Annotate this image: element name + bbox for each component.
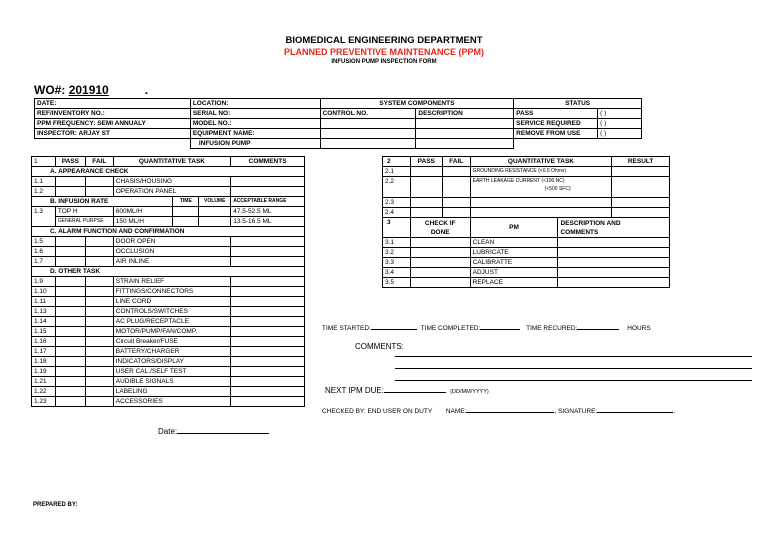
- result-cell[interactable]: [612, 167, 670, 177]
- comment-cell[interactable]: [231, 317, 305, 327]
- time-cell[interactable]: [173, 217, 199, 227]
- next-ipm-line[interactable]: [384, 384, 446, 393]
- fail-cell[interactable]: [442, 208, 470, 218]
- col-fail-2: FAIL: [442, 157, 470, 167]
- pass-cell[interactable]: [410, 198, 442, 208]
- table-row: [383, 248, 670, 258]
- signature-label: , SIGNATURE:: [554, 408, 598, 415]
- signature-line[interactable]: [597, 405, 676, 415]
- col-task-2: QUANTITATIVE TASK: [470, 157, 612, 167]
- check-cell[interactable]: [410, 268, 470, 278]
- model-cell[interactable]: MODEL NO.:: [190, 119, 320, 129]
- fail-cell[interactable]: [85, 317, 113, 327]
- fail-cell[interactable]: [442, 198, 470, 208]
- inspector-cell: INSPECTOR: ARJAY ST: [35, 129, 191, 139]
- col-task: QUANTITATIVE TASK: [113, 157, 230, 167]
- row-no: 2.3: [383, 198, 411, 208]
- date-label: Date:: [158, 427, 178, 436]
- comment-cell[interactable]: [231, 307, 305, 317]
- table-row: [383, 238, 670, 248]
- control-no-value-3[interactable]: [320, 139, 416, 149]
- pass-cell[interactable]: [55, 257, 85, 267]
- comment-cell[interactable]: [231, 327, 305, 337]
- description-header: DESCRIPTION: [416, 109, 514, 119]
- table-row: [32, 367, 305, 377]
- comments-line-1[interactable]: [395, 356, 752, 357]
- checked-by-row: [322, 405, 675, 415]
- comment-cell[interactable]: [231, 377, 305, 387]
- status-service: SERVICE REQUIRED: [514, 119, 598, 129]
- table-row: [383, 258, 670, 268]
- pm-comment-cell[interactable]: [558, 238, 670, 248]
- wo-label: WO#:: [34, 83, 66, 97]
- ref-cell[interactable]: REF/INVENTORY NO.:: [35, 109, 191, 119]
- row-no: 1.21: [32, 377, 56, 387]
- fail-cell[interactable]: [85, 247, 113, 257]
- row-no: 1.18: [32, 357, 56, 367]
- table-row: [32, 297, 305, 307]
- volume-cell[interactable]: [199, 217, 231, 227]
- comments-line-3[interactable]: [395, 380, 752, 381]
- next-ipm-label: NEXT IPM DUE:: [325, 386, 384, 395]
- row-no: 1.11: [32, 297, 56, 307]
- row-no: 1.16: [32, 337, 56, 347]
- pass-cell[interactable]: [55, 297, 85, 307]
- table-row: [32, 377, 305, 387]
- pass-cell[interactable]: [410, 177, 442, 198]
- time-cell[interactable]: [173, 207, 199, 217]
- task-label: STRAIN RELIEF: [113, 277, 230, 287]
- table-row: [383, 278, 670, 288]
- comment-cell[interactable]: [231, 247, 305, 257]
- status-header: STATUS: [514, 99, 642, 109]
- equipment-cell: EQUIPMENT NAME:: [190, 129, 320, 139]
- pass-cell[interactable]: [55, 237, 85, 247]
- result-cell[interactable]: [612, 208, 670, 218]
- name-line[interactable]: [466, 405, 554, 413]
- checked-by-label: CHECKED BY: END USER ON DUTY: [322, 408, 433, 415]
- pass-cell[interactable]: [55, 337, 85, 347]
- work-order: [34, 83, 148, 97]
- comment-cell[interactable]: [231, 237, 305, 247]
- task-label: OCCLUSION: [113, 247, 230, 257]
- col-no-2: 2: [383, 157, 411, 167]
- pass-cell[interactable]: [55, 277, 85, 287]
- pm-comment-cell[interactable]: [558, 248, 670, 258]
- comment-cell[interactable]: [231, 177, 305, 187]
- serial-cell[interactable]: SERIAL NO:: [190, 109, 320, 119]
- description-value[interactable]: [416, 119, 514, 129]
- pass-cell[interactable]: [55, 377, 85, 387]
- comment-cell[interactable]: [231, 387, 305, 397]
- date-field[interactable]: [158, 425, 269, 436]
- pass-cell[interactable]: [55, 187, 85, 197]
- range-2: 13.5-16.5 ML: [231, 217, 305, 227]
- next-ipm-row: [325, 384, 489, 395]
- col-result: RESULT: [612, 157, 670, 167]
- status-pass-check[interactable]: ( ): [598, 109, 642, 119]
- comment-cell[interactable]: [231, 277, 305, 287]
- date-line: [177, 425, 269, 434]
- table-row: [32, 347, 305, 357]
- acceptable-range-header: ACCEPTABLE RANGE: [231, 197, 305, 207]
- col-pass: PASS: [55, 157, 85, 167]
- comment-cell[interactable]: [231, 367, 305, 377]
- status-pass: PASS: [514, 109, 598, 119]
- table-row: [32, 357, 305, 367]
- check-cell[interactable]: [410, 258, 470, 268]
- freq-cell: PPM FREQUENCY: SEMI ANNUALY: [35, 119, 191, 129]
- pass-cell[interactable]: [55, 367, 85, 377]
- fail-cell[interactable]: [85, 297, 113, 307]
- fail-cell[interactable]: [85, 357, 113, 367]
- control-no-value-2[interactable]: [320, 129, 416, 139]
- pass-cell[interactable]: [55, 327, 85, 337]
- task-label: MOTOR/PUMP/FAN/COMP.: [113, 327, 230, 337]
- row-no: 1.6: [32, 247, 56, 257]
- task-label: ACCESSORIES: [113, 397, 230, 407]
- pass-cell[interactable]: [55, 177, 85, 187]
- task-grounding: GROUNDING RESISTANCE (<0.5 Ohms): [470, 167, 612, 177]
- row-no: 3.5: [383, 278, 411, 288]
- col-no-3: 3: [383, 218, 411, 238]
- row-no: 3.4: [383, 268, 411, 278]
- fail-cell[interactable]: [85, 307, 113, 317]
- table-row: [32, 387, 305, 397]
- comment-cell[interactable]: [231, 257, 305, 267]
- volume-header: VOLUME: [199, 197, 231, 207]
- wo-suffix: .: [144, 83, 149, 97]
- task-label: USER CAL./SELF TEST: [113, 367, 230, 377]
- row-no: 1.3: [32, 207, 56, 227]
- volume-cell[interactable]: [199, 207, 231, 217]
- table-row: [32, 397, 305, 407]
- row-no: 1.1: [32, 177, 56, 187]
- result-cell[interactable]: [612, 177, 670, 198]
- form-title: PLANNED PREVENTIVE MAINTENANCE (PPM): [283, 47, 484, 57]
- info-table: [34, 98, 642, 149]
- row-no: 2.2: [383, 177, 411, 198]
- time-header: TIME: [173, 197, 199, 207]
- time-row: [322, 322, 651, 332]
- check-if-done-header: CHECK IF DONE: [410, 218, 470, 238]
- location-cell[interactable]: LOCATION:: [190, 99, 320, 109]
- section-alarm: C. ALARM FUNCTION AND CONFIRMATION: [32, 227, 305, 237]
- pass-cell[interactable]: [55, 247, 85, 257]
- pm-header: PM: [470, 218, 558, 238]
- table-row: [32, 277, 305, 287]
- hours-label: HOURS: [627, 325, 651, 332]
- time-completed-line[interactable]: [480, 322, 520, 330]
- task-label: Circuit Breaker/FUSE: [113, 337, 230, 347]
- rate-150: 150 ML/H: [113, 217, 173, 227]
- row-no: 1.9: [32, 277, 56, 287]
- task-label: AIR INLINE: [113, 257, 230, 267]
- row-no: 3.1: [383, 238, 411, 248]
- task-label: AC PLUG/RECEPTACLE: [113, 317, 230, 327]
- pm-task: CLEAN: [470, 238, 558, 248]
- section-appearance: A. APPEARANCE CHECK: [32, 167, 305, 177]
- time-recured-label: TIME RECURED:: [526, 325, 578, 332]
- task-label: FITTINGS/CONNECTORS: [113, 287, 230, 297]
- pass-cell[interactable]: [410, 208, 442, 218]
- section-other: D. OTHER TASK: [32, 267, 305, 277]
- row-no: 1.23: [32, 397, 56, 407]
- col-no: 1: [32, 157, 56, 167]
- row-no: 1.19: [32, 367, 56, 377]
- row-no: 1.2: [32, 187, 56, 197]
- comment-cell[interactable]: [231, 187, 305, 197]
- task-label: AUDIBLE SIGNALS: [113, 377, 230, 387]
- wo-number[interactable]: 201910: [68, 83, 109, 97]
- col-comments: COMMENTS: [231, 157, 305, 167]
- row-no: 2.1: [383, 167, 411, 177]
- pass-cell[interactable]: [55, 397, 85, 407]
- quantitative-task-table-1: [31, 156, 305, 407]
- row-no: 3.3: [383, 258, 411, 268]
- row-no: 1.15: [32, 327, 56, 337]
- description-value-2[interactable]: [416, 129, 514, 139]
- fail-cell[interactable]: [85, 327, 113, 337]
- table-row: [32, 317, 305, 327]
- fail-cell[interactable]: [85, 287, 113, 297]
- status-remove: REMOVE FROM USE: [514, 129, 598, 139]
- row-no: 1.14: [32, 317, 56, 327]
- comment-cell[interactable]: [231, 347, 305, 357]
- fail-cell[interactable]: [85, 387, 113, 397]
- department-title: BIOMEDICAL ENGINEERING DEPARTMENT: [285, 35, 483, 46]
- fail-cell[interactable]: [85, 257, 113, 267]
- task-label: INDICATORS/DISPLAY: [113, 357, 230, 367]
- table-row: [32, 287, 305, 297]
- comments-label: COMMENTS:: [355, 342, 404, 351]
- row-no: 1.10: [32, 287, 56, 297]
- pm-comment-cell[interactable]: [558, 278, 670, 288]
- time-completed-label: TIME COMPLETED:: [420, 325, 481, 332]
- fail-cell[interactable]: [85, 277, 113, 287]
- row-no: 3.2: [383, 248, 411, 258]
- pm-task: LUBRICATE: [470, 248, 558, 258]
- table-row: [32, 327, 305, 337]
- pass-cell[interactable]: [55, 317, 85, 327]
- name-label: NAME:: [445, 408, 467, 415]
- fail-cell[interactable]: [85, 177, 113, 187]
- pass-cell[interactable]: [55, 357, 85, 367]
- pass-cell[interactable]: [55, 287, 85, 297]
- status-remove-check[interactable]: ( ): [598, 129, 642, 139]
- fail-cell[interactable]: [85, 347, 113, 357]
- row-no: 2.4: [383, 208, 411, 218]
- desc-comments-header: DESCRIPTION AND COMMENTS: [558, 218, 670, 238]
- fail-cell[interactable]: [85, 397, 113, 407]
- row-no: 1.5: [32, 237, 56, 247]
- task-label: BATTERY/CHARGER: [113, 347, 230, 357]
- table-row: [32, 337, 305, 347]
- pass-cell[interactable]: [55, 387, 85, 397]
- check-cell[interactable]: [410, 248, 470, 258]
- pm-task: CALIBRATTE: [470, 258, 558, 268]
- pm-task: ADJUST: [470, 268, 558, 278]
- row-no: 1.17: [32, 347, 56, 357]
- signature-end: .: [673, 408, 676, 415]
- row-no: 1.7: [32, 257, 56, 267]
- comments-line-2[interactable]: [395, 368, 752, 369]
- result-cell[interactable]: [612, 198, 670, 208]
- task-label: CONTROLS/SWITCHES: [113, 307, 230, 317]
- comment-cell[interactable]: [231, 287, 305, 297]
- fail-cell[interactable]: [85, 367, 113, 377]
- comment-cell[interactable]: [231, 397, 305, 407]
- pass-cell[interactable]: [55, 307, 85, 317]
- date-cell[interactable]: DATE:: [35, 99, 191, 109]
- top-h-label: TOP H: [55, 207, 113, 217]
- fail-cell[interactable]: [85, 187, 113, 197]
- task-label: CHASIS/HOUSING: [113, 177, 230, 187]
- control-no-value[interactable]: [320, 119, 416, 129]
- pm-task: REPLACE: [470, 278, 558, 288]
- task-label: DOOR OPEN: [113, 237, 230, 247]
- description-value-3[interactable]: [416, 139, 514, 149]
- task-label: LABELING: [113, 387, 230, 397]
- fail-cell[interactable]: [442, 177, 470, 198]
- prepared-by-label: PREPARED BY:: [33, 502, 78, 508]
- task-leakage: EARTH LEAKAGE CURRENT (<100 NC) (<500 SFC): [470, 177, 612, 198]
- fail-cell[interactable]: [85, 237, 113, 247]
- control-no-header: CONTROL NO.: [320, 109, 416, 119]
- task-label: OPERATION PANEL: [113, 187, 230, 197]
- date-format-hint: (DD/MM/YYYY): [450, 389, 489, 395]
- fail-cell[interactable]: [85, 377, 113, 387]
- quantitative-task-table-2: [382, 156, 670, 288]
- task-label: LINE CORD: [113, 297, 230, 307]
- comment-cell[interactable]: [231, 297, 305, 307]
- section-infusion-rate: B. INFUSION RATE: [32, 197, 173, 207]
- pm-comment-cell[interactable]: [558, 258, 670, 268]
- status-service-check[interactable]: ( ): [598, 119, 642, 129]
- fail-cell[interactable]: [442, 167, 470, 177]
- check-cell[interactable]: [410, 238, 470, 248]
- range-1: 47.5-52.5 ML: [231, 207, 305, 217]
- row-no: 1.22: [32, 387, 56, 397]
- form-subtitle: INFUSION PUMP INSPECTION FORM: [331, 59, 437, 65]
- equipment-value: INFUSION PUMP: [190, 139, 320, 149]
- col-pass-2: PASS: [410, 157, 442, 167]
- task-cell[interactable]: [470, 198, 612, 208]
- pass-cell[interactable]: [55, 347, 85, 357]
- time-recured-line[interactable]: [577, 322, 619, 330]
- pm-comment-cell[interactable]: [558, 268, 670, 278]
- time-started-line[interactable]: [371, 322, 417, 330]
- table-row: [383, 268, 670, 278]
- col-fail: FAIL: [85, 157, 113, 167]
- time-started-label: TIME STARTED:: [322, 325, 371, 332]
- comment-cell[interactable]: [231, 337, 305, 347]
- system-components-header: SYSTEM COMPONENTS: [320, 99, 514, 109]
- pass-cell[interactable]: [410, 167, 442, 177]
- fail-cell[interactable]: [85, 337, 113, 347]
- check-cell[interactable]: [410, 278, 470, 288]
- table-row: [32, 307, 305, 317]
- general-purpose-label: GENERAL PURPSE: [55, 217, 113, 227]
- comment-cell[interactable]: [231, 357, 305, 367]
- rate-600: 600ML/H: [113, 207, 173, 217]
- row-no: 1.13: [32, 307, 56, 317]
- task-cell[interactable]: [470, 208, 612, 218]
